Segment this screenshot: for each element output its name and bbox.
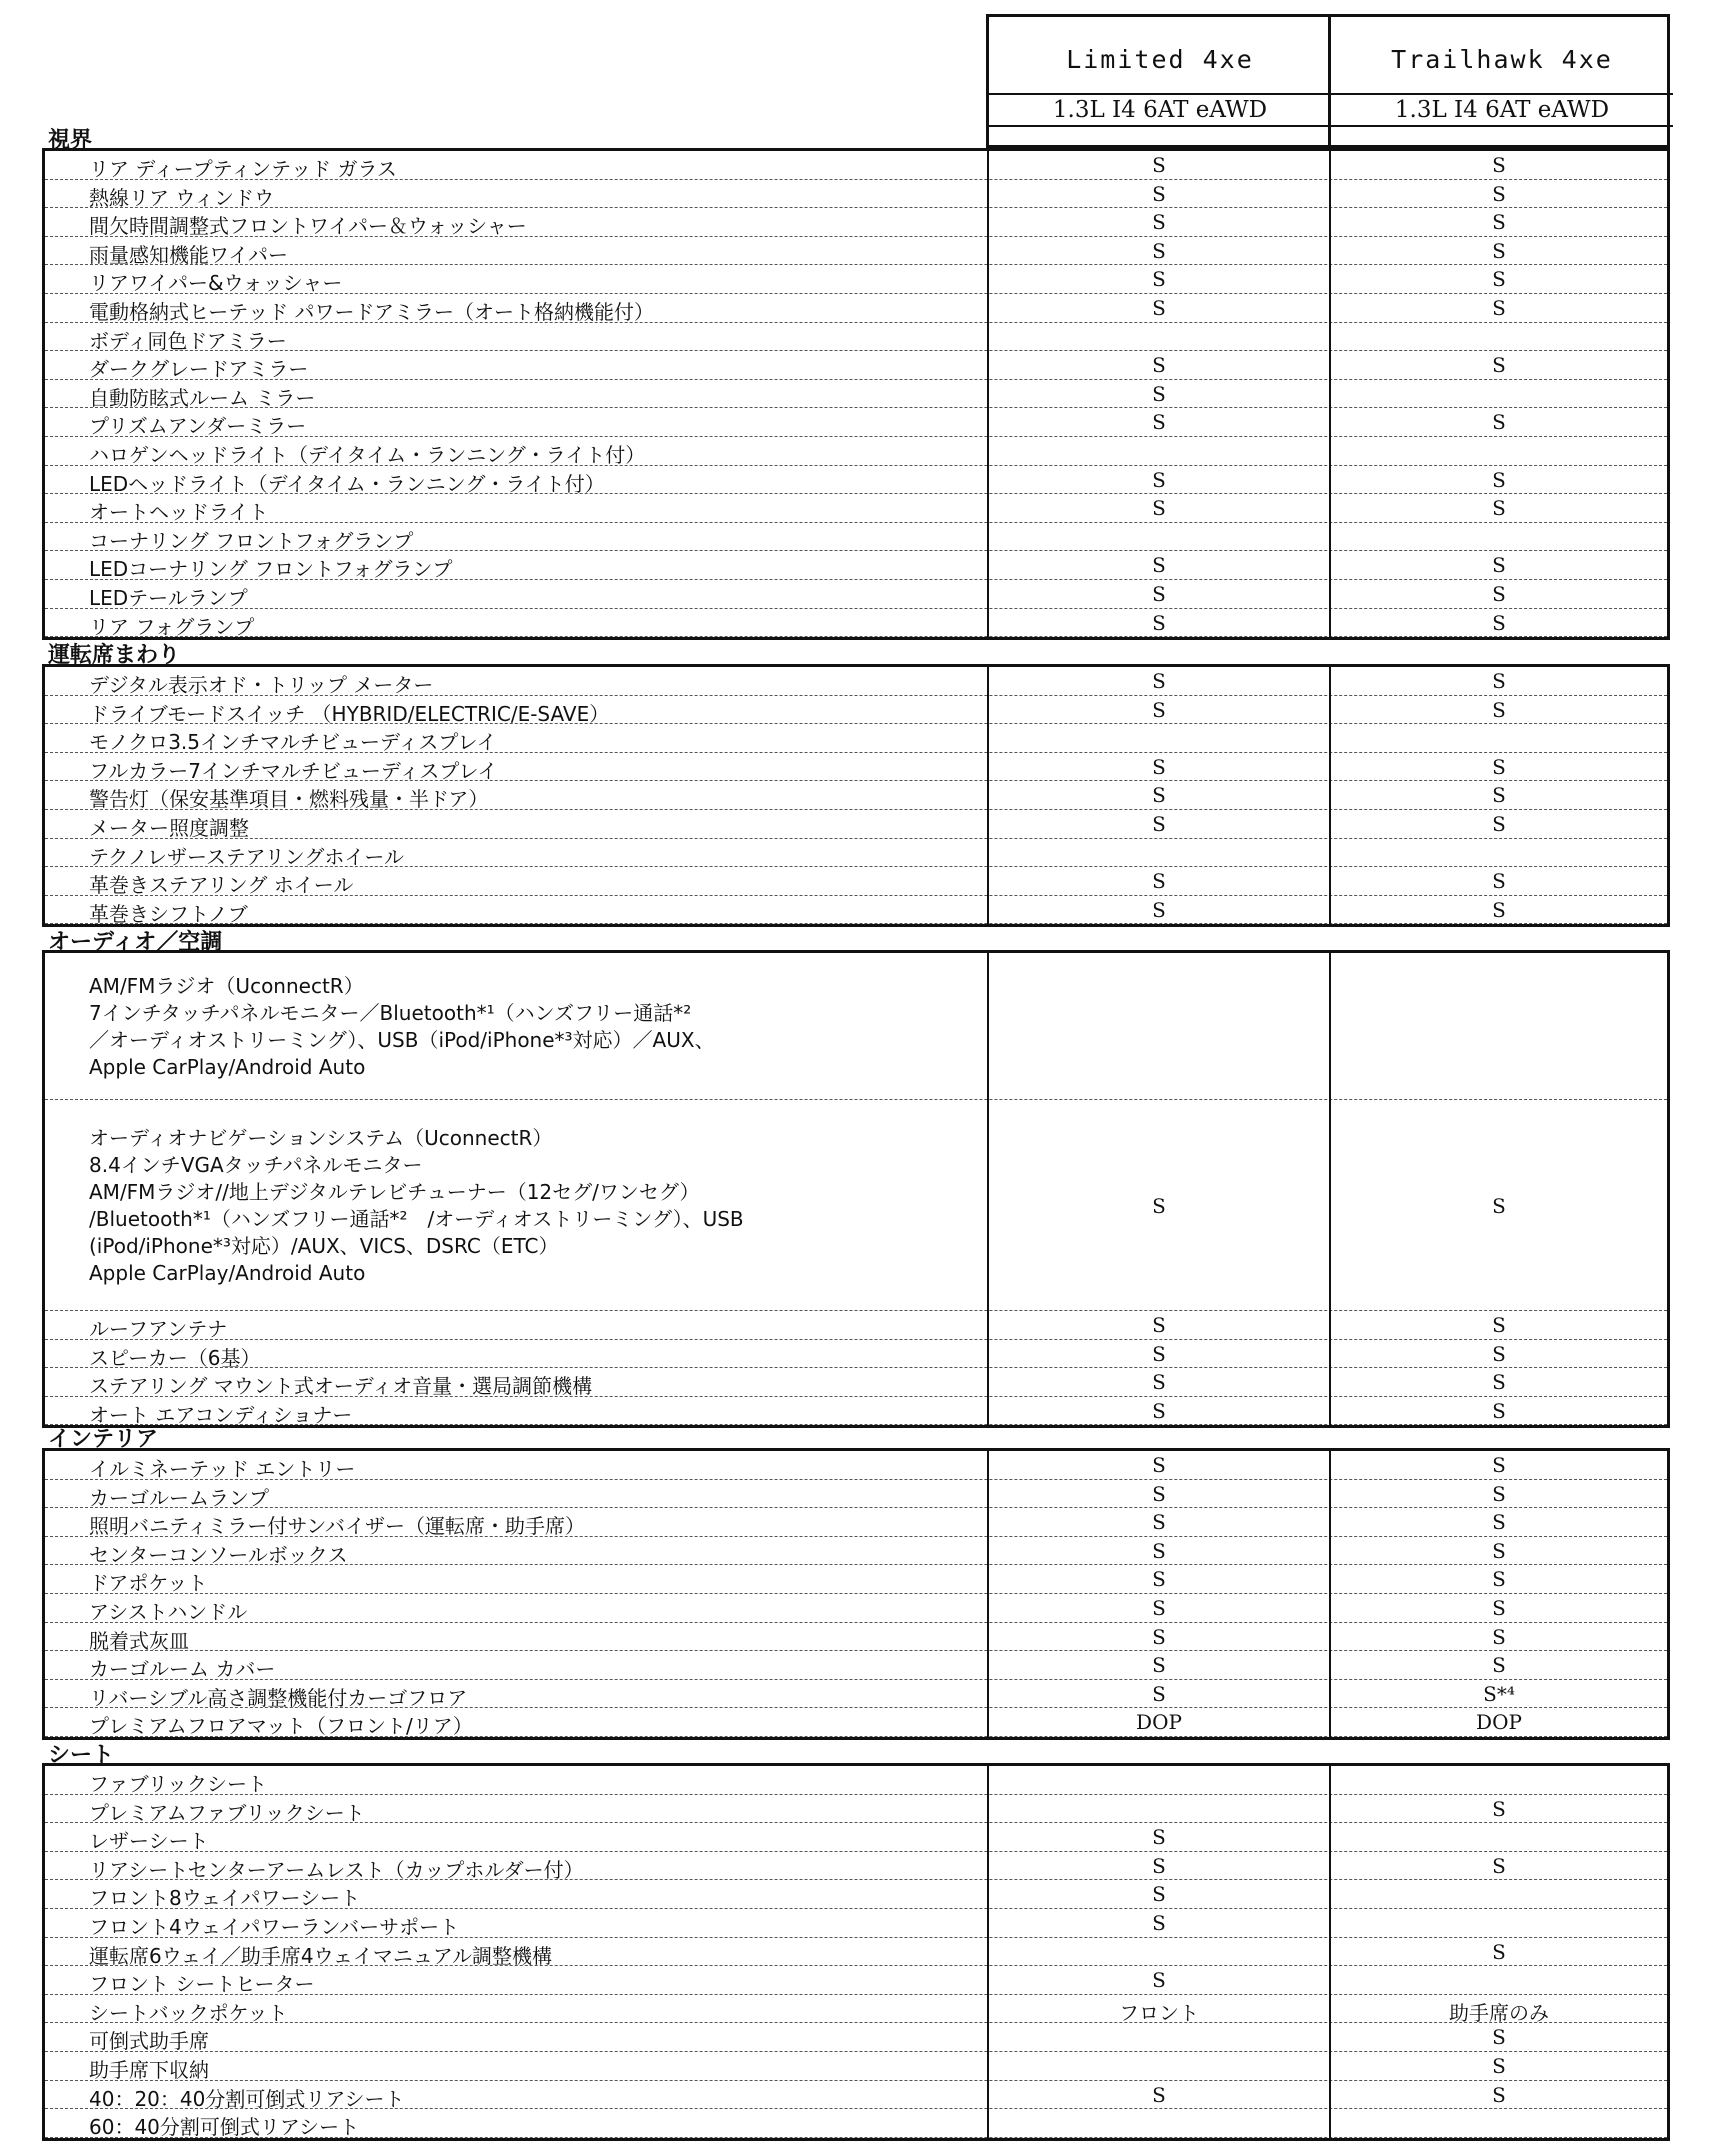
trailhawk-value: S [1492, 1538, 1506, 1563]
section-table-seats [42, 1763, 1670, 2141]
limited-value: S [1152, 381, 1166, 406]
trailhawk-value: S [1492, 181, 1506, 206]
limited-value: S [1152, 295, 1166, 320]
feature-row [45, 1508, 1667, 1537]
feature-label: シートバックポケット [89, 2000, 288, 2025]
feature-label: フルカラー7インチマルチビューディスプレイ [89, 758, 498, 783]
column-divider [1329, 1766, 1331, 2138]
feature-row [45, 867, 1667, 896]
feature-label: リア ディープティンテッド ガラス [89, 157, 397, 181]
feature-row [45, 1795, 1667, 1824]
feature-description [89, 973, 715, 1081]
trailhawk-value: S [1492, 1370, 1506, 1395]
feature-description-line: AM/FMラジオ//地上デジタルテレビチューナー（12セグ/ワンセグ） [89, 1180, 700, 1204]
limited-value: DOP [1136, 1710, 1182, 1735]
feature-row [45, 609, 1667, 638]
feature-row [45, 781, 1667, 810]
feature-row [45, 1537, 1667, 1566]
limited-value: S [1152, 610, 1166, 635]
limited-value: S [1152, 467, 1166, 492]
feature-row [45, 551, 1667, 580]
section-table-cockpit [42, 664, 1670, 927]
limited-value: S [1152, 669, 1166, 693]
section-table-visibility [42, 148, 1670, 640]
feature-label: アシストハンドル [89, 1599, 248, 1624]
feature-label: ファブリックシート [89, 1772, 267, 1796]
feature-label: プレミアムファブリックシート [89, 1800, 365, 1825]
feature-label: ボディ同色ドアミラー [89, 328, 287, 353]
feature-description [89, 1125, 744, 1287]
feature-label: LEDテールランプ [89, 585, 248, 610]
feature-row [45, 1565, 1667, 1594]
feature-label: メーター照度調整 [89, 815, 249, 840]
limited-value: フロント [1119, 2000, 1199, 2025]
limited-value: S [1152, 897, 1166, 922]
feature-row [45, 294, 1667, 323]
feature-row [45, 1340, 1667, 1369]
trailhawk-value: S [1492, 1481, 1506, 1506]
feature-label: カーゴルーム カバー [89, 1657, 276, 1682]
feature-row [45, 1397, 1667, 1426]
trailhawk-value: S [1492, 1939, 1506, 1964]
limited-value: S [1152, 1398, 1166, 1423]
limited-value: S [1152, 1882, 1166, 1907]
feature-row [45, 1966, 1667, 1995]
feature-label: プリズムアンダーミラー [89, 414, 307, 439]
feature-label: リアシートセンターアームレスト（カップホルダー付） [89, 1857, 584, 1882]
limited-value: S [1152, 1453, 1166, 1477]
feature-label: 雨量感知機能ワイパー [89, 242, 288, 267]
feature-row [45, 810, 1667, 839]
feature-label: モノクロ3.5インチマルチビューディスプレイ [89, 730, 497, 755]
feature-row [45, 1594, 1667, 1623]
feature-label: LEDコーナリング フロントフォグランプ [89, 557, 453, 582]
feature-row [45, 580, 1667, 609]
feature-row [45, 1938, 1667, 1967]
trailhawk-value: S [1492, 897, 1506, 922]
limited-value: S [1152, 1538, 1166, 1563]
feature-label: プレミアムフロアマット（フロント/リア） [89, 1714, 473, 1739]
feature-row [45, 839, 1667, 868]
section-title-audio-climate: オーディオ／空調 [48, 930, 223, 955]
trailhawk-value: S [1492, 1567, 1506, 1592]
trailhawk-value: S [1492, 1194, 1506, 1218]
feature-row [45, 180, 1667, 209]
limited-value: S [1152, 267, 1166, 292]
feature-row [45, 437, 1667, 466]
model-name: Limited 4xe [1066, 45, 1254, 74]
column-divider [987, 151, 989, 637]
trailhawk-value: S*⁴ [1483, 1681, 1515, 1706]
trailhawk-value: S [1492, 353, 1506, 378]
feature-row [45, 466, 1667, 495]
feature-label: 革巻きシフトノブ [89, 901, 248, 926]
feature-description-line: 7インチタッチパネルモニター／Bluetooth*¹（ハンズフリー通話*² [89, 1001, 692, 1025]
feature-description-line: /Bluetooth*¹（ハンズフリー通話*² /オーディオストリーミング）、USB [89, 1207, 744, 1231]
column-divider [987, 667, 989, 924]
limited-value: S [1152, 581, 1166, 606]
feature-description-line: ／オーディオストリーミング）、USB（iPod/iPhone*³対応）／AUX、 [89, 1028, 715, 1052]
limited-value: S [1152, 153, 1166, 177]
section-title-visibility: 視界 [48, 128, 93, 153]
feature-row [45, 151, 1667, 180]
feature-label: リバーシブル高さ調整機能付カーゴフロア [89, 1685, 468, 1710]
limited-value: S [1152, 1624, 1166, 1649]
feature-label: フロント8ウェイパワーシート [89, 1886, 361, 1911]
trailhawk-value: S [1492, 1624, 1506, 1649]
trailhawk-value: S [1492, 783, 1506, 808]
feature-row [45, 896, 1667, 925]
feature-label: 脱着式灰皿 [89, 1628, 189, 1653]
trailhawk-value: S [1492, 669, 1506, 693]
trailhawk-value: S [1492, 210, 1506, 235]
feature-label: ハロゲンヘッドライト（デイタイム・ランニング・ライト付） [89, 442, 646, 467]
feature-row [45, 494, 1667, 523]
column-divider [1329, 1451, 1331, 1737]
feature-description-line: AM/FMラジオ（UconnectR） [89, 974, 364, 998]
column-divider [1329, 953, 1331, 1425]
feature-label: 革巻きステアリング ホイール [89, 873, 354, 898]
feature-row [45, 667, 1667, 696]
feature-row [45, 408, 1667, 437]
feature-label: レザーシート [89, 1829, 209, 1854]
feature-row [45, 1368, 1667, 1397]
model-name: Trailhawk 4xe [1391, 45, 1613, 74]
feature-label: 熱線リア ウィンドウ [89, 185, 275, 210]
limited-value: S [1152, 1653, 1166, 1678]
trailhawk-value: S [1492, 610, 1506, 635]
trailhawk-value: S [1492, 553, 1506, 578]
feature-row [45, 1651, 1667, 1680]
feature-label: ダークグレードアミラー [89, 357, 309, 382]
feature-label: イルミネーテッド エントリー [89, 1457, 356, 1481]
trailhawk-value: S [1492, 295, 1506, 320]
feature-row [45, 380, 1667, 409]
limited-value: S [1152, 697, 1166, 722]
feature-row [45, 1909, 1667, 1938]
limited-value: S [1152, 1510, 1166, 1535]
limited-value: S [1152, 1567, 1166, 1592]
trailhawk-value: S [1492, 811, 1506, 836]
limited-value: S [1152, 1968, 1166, 1993]
feature-row [45, 1680, 1667, 1709]
feature-row [45, 1766, 1667, 1795]
limited-value: S [1152, 496, 1166, 521]
feature-label: ドアポケット [89, 1571, 208, 1596]
trailhawk-value: S [1492, 1453, 1506, 1477]
limited-value: S [1152, 1370, 1166, 1395]
audio-system-row [45, 953, 1667, 1100]
feature-label: 60：40分割可倒式リアシート [89, 2115, 360, 2140]
limited-value: S [1152, 238, 1166, 263]
feature-label: 警告灯（保安基準項目・燃料残量・半ドア） [89, 787, 489, 812]
feature-description-line: (iPod/iPhone*³対応）/AUX、VICS、DSRC（ETC） [89, 1234, 559, 1258]
feature-description-line: Apple CarPlay/Android Auto [89, 1055, 366, 1079]
model-column-limited [989, 17, 1331, 145]
feature-label: LEDヘッドライト（デイタイム・ランニング・ライト付） [89, 471, 605, 496]
section-table-interior [42, 1448, 1670, 1740]
section-title-cockpit: 運転席まわり [48, 643, 181, 668]
feature-row [45, 351, 1667, 380]
feature-row [45, 724, 1667, 753]
feature-label: ステアリング マウント式オーディオ音量・選局調節機構 [89, 1374, 593, 1399]
feature-label: 40：20：40分割可倒式リアシート [89, 2086, 405, 2111]
feature-label: オート エアコンディショナー [89, 1402, 353, 1427]
trailhawk-value: S [1492, 581, 1506, 606]
feature-row [45, 753, 1667, 782]
trailhawk-value: S [1492, 1510, 1506, 1535]
section-table-audio-climate [42, 950, 1670, 1428]
trailhawk-value: S [1492, 1341, 1506, 1366]
limited-value: S [1152, 1194, 1166, 1218]
limited-value: S [1152, 353, 1166, 378]
feature-row [45, 2109, 1667, 2138]
feature-label: フロント4ウェイパワーランバーサポート [89, 1914, 460, 1939]
feature-label: オートヘッドライト [89, 500, 269, 525]
trailhawk-value: S [1492, 153, 1506, 177]
trailhawk-value: S [1492, 1313, 1506, 1337]
limited-value: S [1152, 181, 1166, 206]
feature-label: ドライブモードスイッチ （HYBRID/ELECTRIC/E-SAVE） [89, 701, 610, 726]
limited-value: S [1152, 1853, 1166, 1878]
limited-value: S [1152, 1313, 1166, 1337]
trailhawk-value: S [1492, 2082, 1506, 2107]
feature-label: フロント シートヒーター [89, 1972, 315, 1997]
feature-row [45, 208, 1667, 237]
feature-description-line: 8.4インチVGAタッチパネルモニター [89, 1153, 423, 1177]
trailhawk-value: S [1492, 1853, 1506, 1878]
feature-row [45, 1880, 1667, 1909]
feature-label: 自動防眩式ルーム ミラー [89, 385, 316, 410]
trailhawk-value: S [1492, 496, 1506, 521]
feature-label: デジタル表示オド・トリップ メーター [89, 673, 434, 697]
limited-value: S [1152, 1825, 1166, 1850]
feature-label: センターコンソールボックス [89, 1542, 348, 1567]
feature-label: 電動格納式ヒーテッド パワードアミラー（オート格納機能付） [89, 299, 654, 324]
limited-value: S [1152, 754, 1166, 779]
trailhawk-value: S [1492, 2053, 1506, 2078]
limited-value: S [1152, 210, 1166, 235]
column-divider [987, 1766, 989, 2138]
column-divider [987, 1451, 989, 1737]
limited-value: S [1152, 1595, 1166, 1620]
feature-description-line: オーディオナビゲーションシステム（UconnectR） [89, 1126, 553, 1150]
feature-label: カーゴルームランプ [89, 1485, 269, 1510]
feature-row [45, 1852, 1667, 1881]
limited-value: S [1152, 869, 1166, 894]
section-title-seats: シート [48, 1743, 115, 1768]
feature-row [45, 1823, 1667, 1852]
feature-label: ルーフアンテナ [89, 1317, 228, 1341]
trailhawk-value: S [1492, 1595, 1506, 1620]
column-divider [987, 953, 989, 1425]
model-spec: 1.3L I4 6AT eAWD [1331, 93, 1673, 127]
trailhawk-value: S [1492, 1398, 1506, 1423]
feature-label: 助手席下収納 [89, 2057, 209, 2082]
limited-value: S [1152, 1341, 1166, 1366]
feature-row [45, 323, 1667, 352]
model-spec: 1.3L I4 6AT eAWD [989, 93, 1331, 127]
feature-row [45, 696, 1667, 725]
trailhawk-value: S [1492, 238, 1506, 263]
limited-value: S [1152, 410, 1166, 435]
trailhawk-value: S [1492, 267, 1506, 292]
trailhawk-value: DOP [1476, 1710, 1522, 1735]
feature-row [45, 1311, 1667, 1340]
limited-value: S [1152, 811, 1166, 836]
feature-row [45, 1480, 1667, 1509]
feature-row [45, 1995, 1667, 2024]
feature-label: テクノレザーステアリングホイール [89, 844, 404, 869]
feature-label: リア フォグランプ [89, 614, 255, 639]
feature-row [45, 523, 1667, 552]
feature-label: 可倒式助手席 [89, 2029, 209, 2054]
trailhawk-value: S [1492, 869, 1506, 894]
model-header [986, 14, 1670, 148]
limited-value: S [1152, 1481, 1166, 1506]
trailhawk-value: S [1492, 2025, 1506, 2050]
audio-system-row [45, 1100, 1667, 1311]
model-column-trailhawk [1328, 17, 1673, 145]
feature-label: リアワイパー&ウォッシャー [89, 271, 343, 296]
feature-row [45, 1708, 1667, 1737]
feature-row [45, 1623, 1667, 1652]
feature-row [45, 237, 1667, 266]
feature-label: 運転席6ウェイ／助手席4ウェイマニュアル調整機構 [89, 1943, 553, 1968]
trailhawk-value: 助手席のみ [1449, 2000, 1549, 2025]
feature-row [45, 2081, 1667, 2110]
feature-row [45, 265, 1667, 294]
section-title-interior: インテリア [48, 1427, 159, 1452]
limited-value: S [1152, 1681, 1166, 1706]
feature-label: スピーカー（6基） [89, 1345, 261, 1370]
limited-value: S [1152, 553, 1166, 578]
limited-value: S [1152, 783, 1166, 808]
column-divider [1329, 667, 1331, 924]
trailhawk-value: S [1492, 1653, 1506, 1678]
feature-description-line: Apple CarPlay/Android Auto [89, 1261, 366, 1285]
feature-row [45, 1451, 1667, 1480]
column-divider [1329, 151, 1331, 637]
trailhawk-value: S [1492, 410, 1506, 435]
feature-row [45, 2052, 1667, 2081]
feature-label: 間欠時間調整式フロントワイパー＆ウォッシャー [89, 214, 527, 239]
trailhawk-value: S [1492, 1796, 1506, 1821]
trailhawk-value: S [1492, 467, 1506, 492]
limited-value: S [1152, 1910, 1166, 1935]
feature-row [45, 2023, 1667, 2052]
feature-label: 照明バニティミラー付サンバイザー（運転席・助手席） [89, 1514, 585, 1539]
limited-value: S [1152, 2082, 1166, 2107]
feature-label: コーナリング フロントフォグランプ [89, 528, 414, 553]
trailhawk-value: S [1492, 754, 1506, 779]
trailhawk-value: S [1492, 697, 1506, 722]
